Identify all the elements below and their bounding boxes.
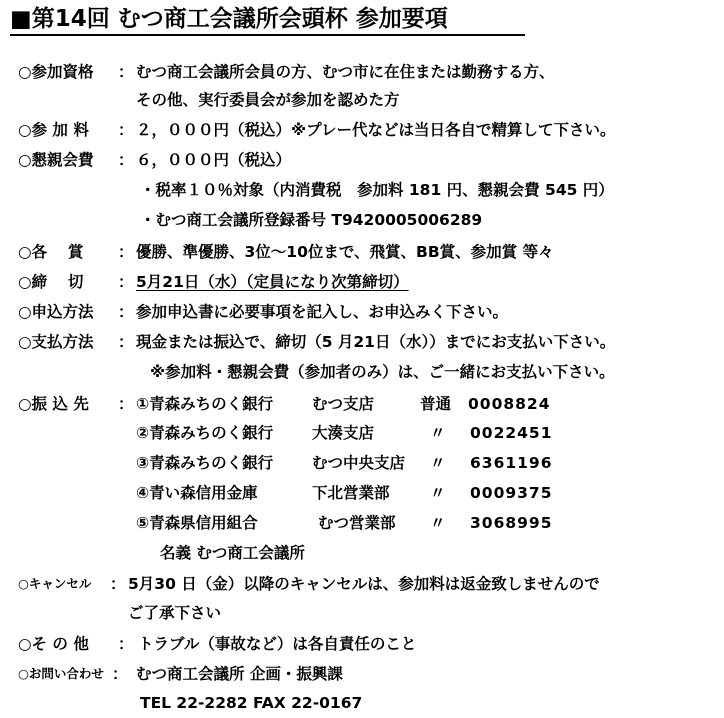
contact-phone-fax: TEL 22-2282 FAX 22-0167 (140, 694, 363, 712)
payment-label: ○支払方法 (18, 333, 94, 351)
account-holder: 名義 むつ商工会議所 (160, 544, 305, 562)
prizes-label: ○各 賞 (18, 243, 84, 261)
account-type: 〃 (430, 514, 446, 532)
apply-label: ○申込方法 (18, 303, 94, 321)
colon: ： (118, 151, 134, 169)
bank-branch: むつ営業部 (318, 514, 396, 532)
account-number: 3068995 (470, 514, 553, 532)
account-type: 普通 (420, 395, 452, 413)
colon: ： (118, 395, 134, 413)
page-title: ■第14回 むつ商工会議所会頭杯 参加要項 (10, 4, 525, 36)
prizes-value: 優勝、準優勝、3位～10位まで、飛賞、BB賞、参加賞 等々 (136, 243, 554, 261)
contact-line1: むつ商工会議所 企画・振興課 (136, 665, 343, 683)
colon: ： (118, 63, 134, 81)
other-value: トラブル（事故など）は各自責任のこと (138, 635, 417, 653)
bank-branch: 大湊支店 (312, 424, 375, 442)
account-number: 0009375 (470, 484, 553, 502)
cancel-label: ○キャンセル (18, 576, 92, 591)
colon: ： (118, 333, 134, 351)
colon: ： (118, 635, 134, 653)
colon: ： (118, 273, 134, 291)
bank-branch: 下北営業部 (312, 484, 390, 502)
bank-name: ⑤青森県信用組合 (136, 514, 258, 532)
account-type: 〃 (430, 484, 446, 502)
deadline-label: ○締 切 (18, 273, 84, 291)
deadline-value: 5月21日（水）（定員になり次第締切） (136, 273, 409, 291)
colon: ： (118, 303, 134, 321)
fee-value: ２，０００円（税込）※プレー代などは当日各自で精算して下さい。 (136, 121, 616, 139)
apply-value: 参加申込書に必要事項を記入し、お申込みく下さい。 (136, 303, 509, 321)
account-number: 0022451 (470, 424, 553, 442)
bank-branch: むつ中央支店 (312, 454, 406, 472)
qualification-label: ○参加資格 (18, 63, 94, 81)
fee-label: ○参 加 料 (18, 121, 89, 139)
colon: ： (118, 243, 134, 261)
party-value: ６，０００円（税込） (136, 151, 292, 169)
account-number: 6361196 (470, 454, 553, 472)
contact-label: ○お問い合わせ (18, 666, 104, 681)
colon: ： (110, 575, 126, 593)
colon: ： (112, 665, 128, 683)
colon: ： (118, 121, 134, 139)
bank-name: ③青森みちのく銀行 (136, 454, 274, 472)
qualification-line2: その他、実行委員会が参加を認めた方 (136, 91, 400, 109)
bank-branch: むつ支店 (312, 395, 375, 413)
transfer-label: ○振 込 先 (18, 395, 89, 413)
bank-name: ④青い森信用金庫 (136, 484, 258, 502)
payment-line1: 現金または振込で、締切（5 月21日（水））までにお支払い下さい。 (136, 333, 616, 351)
account-type: 〃 (430, 454, 446, 472)
account-number: 0008824 (468, 395, 551, 413)
payment-line2: ※参加料・懇親会費（参加者のみ）は、ご一緒にお支払い下さい。 (150, 363, 615, 381)
party-tax-note: ・税率１０％対象（内消費税 参加料 181 円、懇親会費 545 円） (140, 181, 614, 199)
cancel-line2: ご了承下さい (128, 604, 222, 622)
other-label: ○そ の 他 (18, 635, 89, 653)
cancel-line1: 5月30 日（金）以降のキャンセルは、参加料は返金致しませんので (128, 575, 600, 593)
bank-name: ②青森みちのく銀行 (136, 424, 274, 442)
bank-name: ①青森みちのく銀行 (136, 395, 274, 413)
qualification-line1: むつ商工会議所会員の方、むつ市に在住または勤務する方、 (136, 63, 555, 81)
party-registration-number: ・むつ商工会議所登録番号 T9420005006289 (140, 211, 483, 229)
party-label: ○懇親会費 (18, 151, 94, 169)
account-type: 〃 (430, 424, 446, 442)
